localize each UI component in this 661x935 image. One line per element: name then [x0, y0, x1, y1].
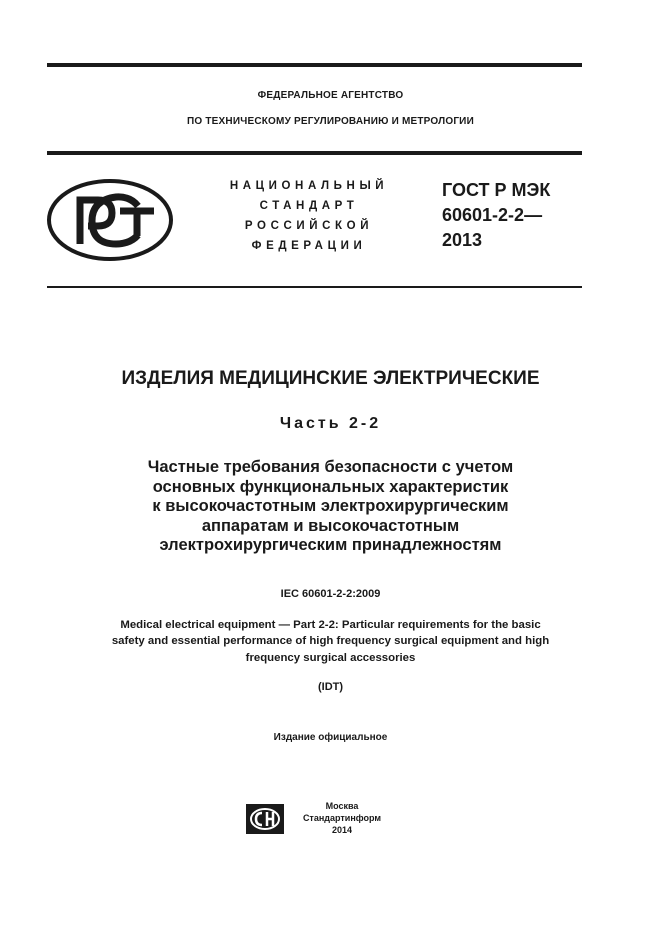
- standartinform-logo-icon: [246, 804, 284, 834]
- subtitle-line-3: к высокочастотным электрохирургическим: [152, 497, 509, 516]
- idt-label: (IDT): [317, 681, 344, 693]
- english-title-line-3: frequency surgical accessories: [245, 651, 416, 664]
- national-line-1: НАЦИОНАЛЬНЫЙ: [229, 180, 389, 192]
- english-title-line-1: Medical electrical equipment — Part 2-2: Particular requirements for the basic: [120, 619, 541, 631]
- subtitle-line-2: основных функциональных характеристик: [152, 477, 509, 496]
- english-title-line-2: safety and essential performance of high frequency surgical equipment and high: [111, 635, 550, 648]
- subtitle: [0, 458, 661, 556]
- rst-mark-icon: [46, 178, 174, 262]
- header-rule: [47, 151, 582, 155]
- standard-designation: [442, 178, 550, 253]
- national-standard-label: [214, 176, 404, 256]
- subtitle-line-5: электрохирургическим принадлежностям: [159, 536, 502, 555]
- publisher-city: Москва: [325, 801, 359, 811]
- national-line-2: СТАНДАРТ: [259, 200, 359, 212]
- agency-line-1: ФЕДЕРАЛЬНОЕ АГЕНТСТВО: [257, 90, 404, 101]
- iec-reference: IEC 60601-2-2:2009: [280, 588, 381, 600]
- publisher-name: Стандартинформ: [302, 813, 382, 823]
- designation-line-1: ГОСТ Р МЭК: [442, 180, 551, 200]
- subtitle-line-4: аппаратам и высокочастотным: [201, 516, 460, 535]
- designation-line-2: 60601-2-2—: [442, 205, 543, 225]
- subtitle-line-1: Частные требования безопасности с учетом: [147, 458, 514, 476]
- block-rule: [47, 286, 582, 288]
- publisher-info: [294, 800, 390, 836]
- national-line-3: РОССИЙСКОЙ: [244, 220, 374, 232]
- english-title: [0, 617, 661, 666]
- edition-label: Издание официальное: [273, 732, 388, 743]
- designation-line-3: 2013: [442, 230, 483, 250]
- national-line-4: ФЕДЕРАЦИИ: [251, 240, 367, 252]
- publisher-year: 2014: [331, 825, 353, 835]
- document-title: ИЗДЕЛИЯ МЕДИЦИНСКИЕ ЭЛЕКТРИЧЕСКИЕ: [121, 368, 540, 389]
- agency-line-2: ПО ТЕХНИЧЕСКОМУ РЕГУЛИРОВАНИЮ И МЕТРОЛОГИИ: [187, 116, 474, 127]
- top-rule: [47, 63, 582, 67]
- part-label: Часть 2-2: [279, 415, 382, 432]
